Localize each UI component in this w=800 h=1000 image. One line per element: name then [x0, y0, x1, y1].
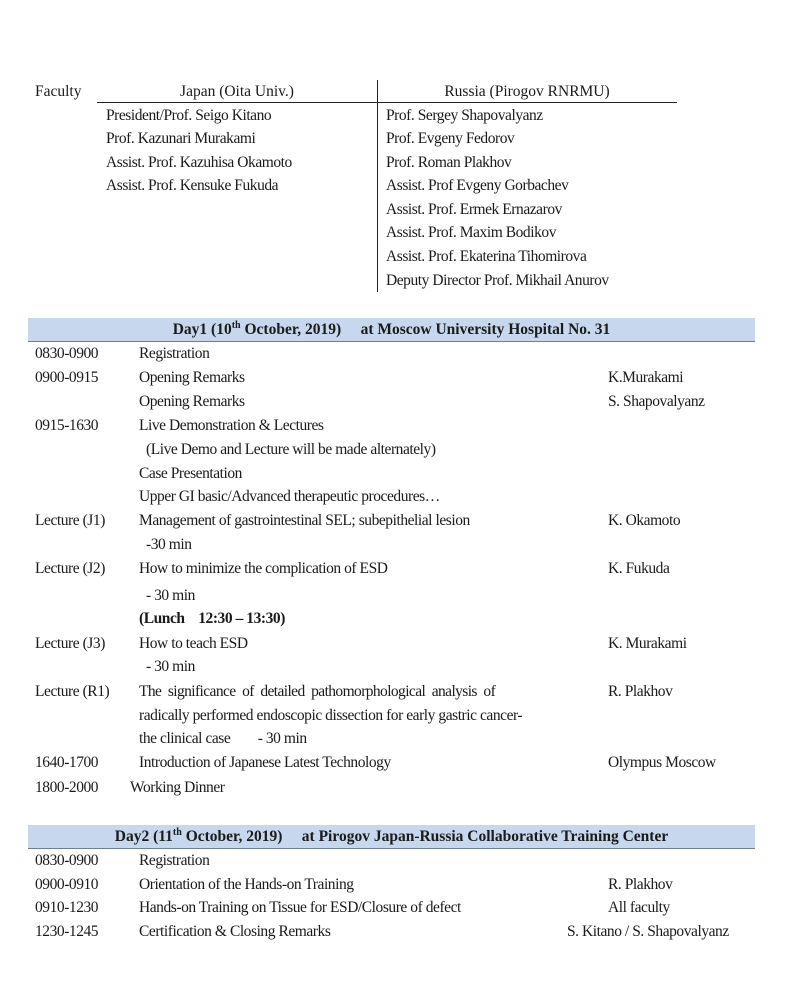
day2-header-band [28, 825, 755, 849]
row-text: Hands-on Training on Tissue for ESD/Closure of defect [139, 899, 461, 916]
row-text: Case Presentation [139, 465, 242, 482]
row-time: Lecture (J3) [35, 635, 105, 652]
row-speaker: R. Plakhov [608, 876, 673, 893]
row-speaker: All faculty [608, 899, 670, 916]
row-text: Registration [139, 345, 210, 362]
row-time: 0830-0900 [35, 852, 99, 869]
japan-faculty-item: Assist. Prof. Kazuhisa Okamoto [106, 154, 292, 171]
russia-faculty-item: Deputy Director Prof. Mikhail Anurov [386, 272, 609, 289]
row-text: The significance of detailed pathomorphological analysis of [139, 683, 496, 700]
row-time: 0900-0910 [35, 876, 99, 893]
russia-faculty-item: Prof. Sergey Shapovalyanz [386, 107, 543, 124]
row-time: Lecture (J1) [35, 512, 105, 529]
japan-header: Japan (Oita Univ.) [180, 83, 294, 100]
row-time: 0910-1230 [35, 899, 99, 916]
row-time: Lecture (R1) [35, 683, 110, 700]
japan-faculty-item: President/Prof. Seigo Kitano [106, 107, 272, 124]
row-text: Live Demonstration & Lectures [139, 417, 324, 434]
row-text: Introduction of Japanese Latest Technology [139, 754, 391, 771]
faculty-label: Faculty [35, 83, 82, 100]
russia-faculty-item: Assist. Prof Evgeny Gorbachev [386, 177, 569, 194]
row-speaker: K. Fukuda [608, 560, 670, 577]
row-time: 1230-1245 [35, 923, 99, 940]
row-time: 0900-0915 [35, 369, 99, 386]
day2-title: Day2 (11th October, 2019) at Pirogov Japan-Russia Collaborative Training Center [114, 827, 669, 846]
row-text: Management of gastrointestinal SEL; subepithelial lesion [139, 512, 470, 529]
russia-faculty-item: Assist. Prof. Ekaterina Tihomirova [386, 248, 587, 265]
russia-faculty-item: Assist. Prof. Ermek Ernazarov [386, 201, 562, 218]
row-time: Lecture (J2) [35, 560, 105, 577]
lunch-break: (Lunch 12:30 – 13:30) [139, 610, 285, 627]
column-divider [377, 80, 378, 292]
japan-faculty-item: Prof. Kazunari Murakami [106, 130, 256, 147]
row-text: - 30 min [146, 587, 195, 604]
row-speaker: K. Murakami [608, 635, 687, 652]
row-time: 0830-0900 [35, 345, 99, 362]
row-text: Opening Remarks [139, 393, 245, 410]
row-speaker: K.Murakami [608, 369, 684, 386]
row-speaker: Olympus Moscow [608, 754, 716, 771]
row-speaker: R. Plakhov [608, 683, 673, 700]
row-text: Working Dinner [130, 779, 225, 796]
row-speaker: K. Okamoto [608, 512, 681, 529]
day1-header-band [28, 318, 755, 342]
row-text: radically performed endoscopic dissection for early gastric cancer- [139, 707, 523, 724]
row-time: 1800-2000 [35, 779, 99, 796]
row-text: (Live Demo and Lecture will be made alternately) [146, 441, 436, 458]
row-text: - 30 min [146, 658, 195, 675]
russia-faculty-item: Assist. Prof. Maxim Bodikov [386, 224, 556, 241]
russia-faculty-item: Prof. Evgeny Fedorov [386, 130, 515, 147]
row-text: Registration [139, 852, 210, 869]
row-time: 1640-1700 [35, 754, 99, 771]
row-text: Opening Remarks [139, 369, 245, 386]
row-text: Certification & Closing Remarks [139, 923, 331, 940]
day1-title: Day1 (10th October, 2019) at Moscow University Hospital No. 31 [172, 320, 611, 339]
row-speaker: S. Kitano / S. Shapovalyanz [567, 923, 729, 940]
row-text: How to teach ESD [139, 635, 248, 652]
japan-faculty-item: Assist. Prof. Kensuke Fukuda [106, 177, 279, 194]
russia-faculty-item: Prof. Roman Plakhov [386, 154, 512, 171]
row-time: 0915-1630 [35, 417, 99, 434]
row-text: the clinical case - 30 min [139, 730, 307, 747]
row-speaker: S. Shapovalyanz [608, 393, 705, 410]
header-underline [97, 102, 677, 103]
row-text: How to minimize the complication of ESD [139, 560, 388, 577]
russia-header: Russia (Pirogov RNRMU) [444, 83, 610, 100]
row-text: Orientation of the Hands-on Training [139, 876, 354, 893]
row-text: Upper GI basic/Advanced therapeutic procedures… [139, 488, 440, 505]
row-text: -30 min [146, 536, 192, 553]
